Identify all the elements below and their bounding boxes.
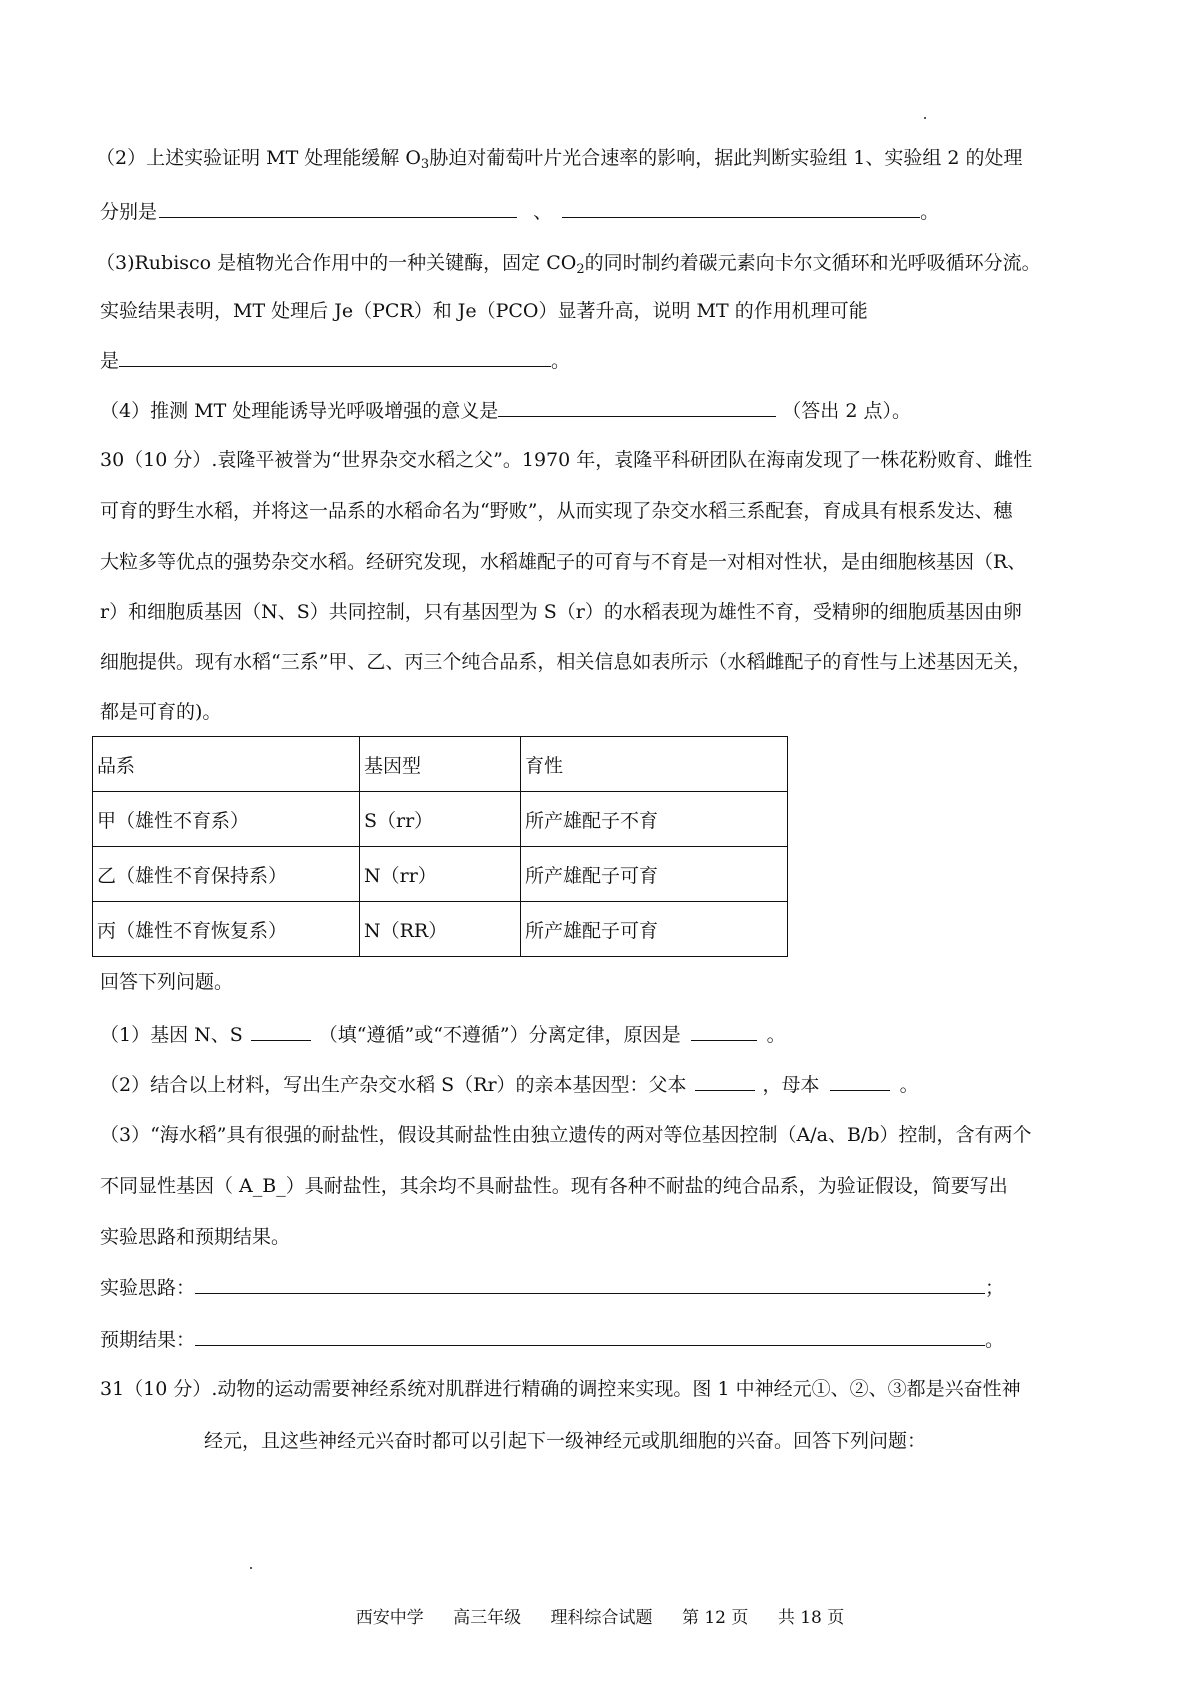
q30-sub3-line: 实验思路和预期结果。 [100, 1226, 291, 1248]
q3-line2: 实验结果表明，MT 处理后 Je（PCR）和 Je（PCO）显著升高，说明 MT 的作用机理可能 [100, 300, 868, 322]
answer-blank[interactable] [119, 348, 551, 367]
answer-blank[interactable] [195, 1327, 985, 1346]
answer-blank[interactable] [830, 1072, 890, 1091]
footer-school: 西安中学 [355, 1608, 424, 1628]
q31-line2: 经元，且这些神经元兴奋时都可以引起下一级神经元或肌细胞的兴奋。回答下列问题： [204, 1430, 927, 1452]
q30-line: r）和细胞质基因（N、S）共同控制，只有基因型为 S（r）的水稻表现为雄性不育，受精卵的细胞质基因由卵 [100, 601, 1022, 623]
q30-sub1: （1）基因 N、S （填“遵循”或“不遵循”）分离定律，原因是 。 [100, 1024, 786, 1046]
q30-result: 预期结果： 。 [100, 1329, 1005, 1351]
table-header-cell: 品系 [93, 737, 360, 792]
footer-subject: 理科综合试题 [550, 1608, 653, 1628]
q2-line2: 分别是 、 。 [100, 201, 940, 223]
answer-blank[interactable] [251, 1022, 311, 1041]
q30-idea: 实验思路： ； [100, 1277, 1005, 1299]
table-cell: N（RR） [360, 902, 521, 957]
table-header-row [93, 737, 788, 792]
footer-page: 第 12 页 [681, 1608, 749, 1628]
table-row [93, 847, 788, 902]
q3-line1: （3)Rubisco 是植物光合作用中的一种关键酶，固定 $CO_2$的同时制约着碳元素向卡尔文循环和光呼吸循环分流。 [96, 252, 1041, 277]
q2-line1: （2）上述实验证明 MT 处理能缓解 $O_3$胁迫对葡萄叶片光合速率的影响，据此判断实验组 1、实验组 2 的处理 [96, 147, 1023, 172]
page-footer [0, 1603, 1200, 1628]
table-cell: 丙（雄性不育恢复系） [93, 902, 360, 957]
table-header-cell: 育性 [521, 737, 788, 792]
answer-blank[interactable] [562, 199, 920, 218]
table-cell: 乙（雄性不育保持系） [93, 847, 360, 902]
q30-sub3-line: （3）“海水稻”具有很强的耐盐性，假设其耐盐性由独立遗传的两对等位基因控制（A/a、B/b）控制，含有两个 [100, 1124, 1032, 1146]
answer-blank[interactable] [159, 199, 517, 218]
table-cell: 甲（雄性不育系） [93, 792, 360, 847]
table-cell: 所产雄配子可育 [521, 902, 788, 957]
q30-line: 30（10 分）.袁隆平被誉为“世界杂交水稻之父”。1970 年，袁隆平科研团队在海南发现了一株花粉败育、雌性 [100, 449, 1033, 471]
q30-line: 大粒多等优点的强势杂交水稻。经研究发现，水稻雄配子的可育与不育是一对相对性状，是由细胞核基因（R、 [100, 551, 1027, 573]
q30-prompt: 回答下列问题。 [100, 971, 234, 993]
table-cell: 所产雄配子可育 [521, 847, 788, 902]
table-row [93, 902, 788, 957]
q30-line: 细胞提供。现有水稻“三系”甲、乙、丙三个纯合品系，相关信息如表所示（水稻雌配子的育性与上述基因无关， [100, 651, 1032, 673]
answer-blank[interactable] [691, 1022, 757, 1041]
q4-line: （4）推测 MT 处理能诱导光呼吸增强的意义是 （答出 2 点）。 [100, 400, 911, 422]
answer-blank[interactable] [498, 398, 776, 417]
q30-sub3-line: 不同显性基因（ A_B_）具耐盐性，其余均不具耐盐性。现有各种不耐盐的纯合品系，为验证假设，简要写出 [100, 1175, 1008, 1197]
q30-line: 都是可育的)。 [100, 701, 222, 723]
q30-line: 可育的野生水稻，并将这一品系的水稻命名为“野败”，从而实现了杂交水稻三系配套，育成具有根系发达、穗 [100, 500, 1013, 522]
q31-line1: 31（10 分）.动物的运动需要神经系统对肌群进行精确的调控来实现。图 1 中神经元①、②、③都是兴奋性神 [100, 1378, 1021, 1400]
table-cell: S（rr） [360, 792, 521, 847]
speck [250, 1567, 252, 1569]
footer-grade: 高三年级 [453, 1608, 522, 1628]
footer-total: 共 18 页 [777, 1608, 845, 1628]
answer-blank[interactable] [695, 1072, 755, 1091]
q3-line3: 是 。 [100, 350, 571, 372]
speck [924, 117, 926, 119]
q30-sub2: （2）结合以上材料，写出生产杂交水稻 S（Rr）的亲本基因型：父本 ，母本 。 [100, 1074, 919, 1096]
table-cell: N（rr） [360, 847, 521, 902]
table-header-cell: 基因型 [360, 737, 521, 792]
table-row [93, 792, 788, 847]
answer-blank[interactable] [195, 1275, 985, 1294]
table-cell: 所产雄配子不育 [521, 792, 788, 847]
genotype-table [92, 736, 788, 957]
